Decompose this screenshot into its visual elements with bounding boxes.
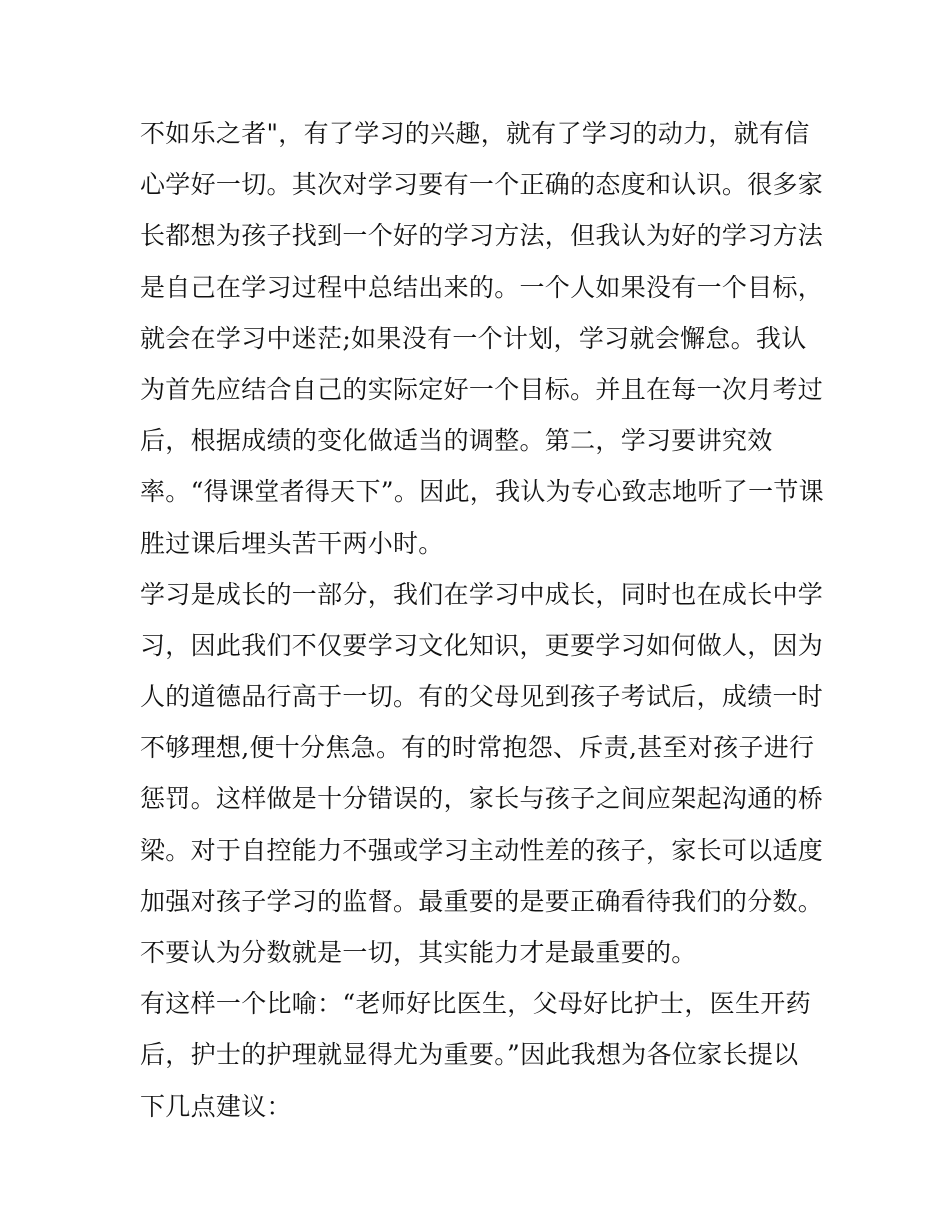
text-line: 有这样一个比喻：“老师好比医生，父母好比护士，医生开药 <box>140 989 811 1019</box>
text-line: 惩罚。这样做是十分错误的，家长与孩子之间应架起沟通的桥 <box>140 784 824 814</box>
text-line: 不如乐之者"，有了学习的兴趣，就有了学习的动力，就有信 <box>140 119 810 148</box>
text-line: 胜过课后埋头苦干两小时。 <box>140 528 444 558</box>
text-line: 为首先应结合自己的实际定好一个目标。并且在每一次月考过 <box>140 374 824 404</box>
text-line: 心学好一切。其次对学习要有一个正确的态度和认识。很多家 <box>140 170 824 200</box>
text-line: 加强对孩子学习的监督。最重要的是要正确看待我们的分数。 <box>140 886 824 916</box>
text-line: 梁。对于自控能力不强或学习主动性差的孩子，家长可以适度 <box>140 835 824 865</box>
text-line: 率。“得课堂者得天下”。因此，我认为专心致志地听了一节课 <box>140 477 824 507</box>
text-line: 人的道德品行高于一切。有的父母见到孩子考试后，成绩一时 <box>140 682 824 712</box>
text-line: 后，根据成绩的变化做适当的调整。第二，学习要讲究效 <box>140 426 773 456</box>
text-line: 不要认为分数就是一切，其实能力才是最重要的。 <box>140 938 697 967</box>
text-line: 习，因此我们不仅要学习文化知识，更要学习如何做人，因为 <box>140 630 824 660</box>
text-line: 不够理想,便十分焦急。有的时常抱怨、斥责,甚至对孩子进行 <box>140 733 815 763</box>
text-line: 就会在学习中迷茫;如果没有一个计划，学习就会懈怠。我认 <box>140 323 807 353</box>
text-line: 学习是成长的一部分，我们在学习中成长，同时也在成长中学 <box>140 579 824 609</box>
body-text <box>140 108 824 1132</box>
text-line: 下几点建议： <box>140 1091 292 1121</box>
text-line: 后，护士的护理就显得尤为重要。”因此我想为各位家长提以 <box>140 1040 799 1070</box>
text-line: 长都想为孩子找到一个好的学习方法，但我认为好的学习方法 <box>140 221 824 251</box>
text-line: 是自己在学习过程中总结出来的。一个人如果没有一个目标， <box>140 272 824 302</box>
